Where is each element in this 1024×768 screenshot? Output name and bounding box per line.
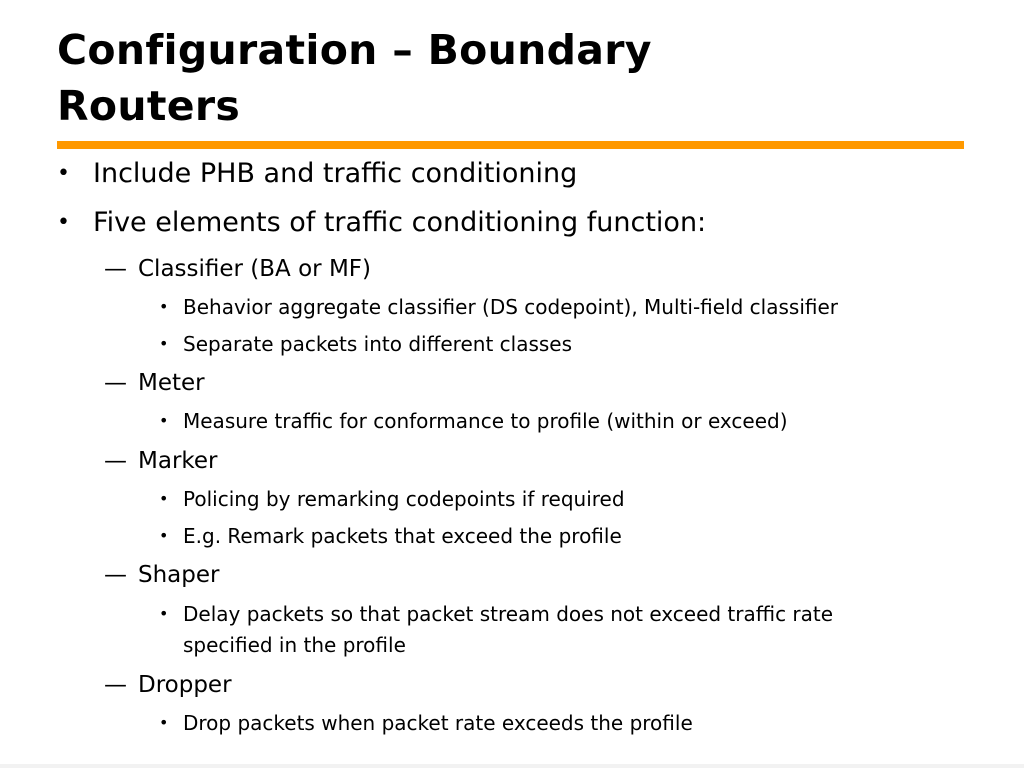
- bullet-marker-icon: •: [159, 297, 169, 316]
- dash-marker-icon: —: [104, 448, 127, 474]
- dash-marker-icon: —: [104, 562, 127, 588]
- bullet-text: Behavior aggregate classifier (DS codepoint), Multi-field classifier: [183, 295, 838, 319]
- bullet-text: specified in the profile: [183, 633, 406, 657]
- bullet-text: Classifier (BA or MF): [138, 256, 371, 282]
- bullet-text: Measure traffic for conformance to profile (within or exceed): [183, 409, 788, 433]
- bullet-text: Policing by remarking codepoints if required: [183, 487, 625, 511]
- bullet-text: Separate packets into different classes: [183, 332, 573, 356]
- dash-marker-icon: —: [104, 672, 127, 698]
- bullet-text: Drop packets when packet rate exceeds the profile: [183, 711, 693, 735]
- slide-title-line-1: Configuration – Boundary: [57, 26, 652, 74]
- bullet-marker-icon: •: [159, 526, 169, 545]
- bullet-text: E.g. Remark packets that exceed the profile: [183, 524, 622, 548]
- bullet-text: Meter: [138, 370, 205, 396]
- bullet-marker-icon: •: [159, 411, 169, 430]
- bullet-marker-icon: •: [159, 713, 169, 732]
- bullet-marker-icon: •: [57, 210, 70, 235]
- bullet-text: Dropper: [138, 672, 232, 698]
- bullet-text: Marker: [138, 448, 218, 474]
- bullet-text: Five elements of traffic conditioning function:: [93, 207, 707, 238]
- bullet-marker-icon: •: [159, 489, 169, 508]
- footer-divider: [0, 764, 1024, 768]
- bullet-marker-icon: •: [159, 604, 169, 623]
- bullet-text: Include PHB and traffic conditioning: [93, 158, 578, 189]
- bullet-marker-icon: •: [57, 161, 70, 186]
- dash-marker-icon: —: [104, 370, 127, 396]
- bullet-text: Shaper: [138, 562, 220, 588]
- slide-title-line-2: Routers: [57, 82, 241, 130]
- dash-marker-icon: —: [104, 256, 127, 282]
- bullet-marker-icon: •: [159, 334, 169, 353]
- bullet-text: Delay packets so that packet stream does not exceed traffic rate: [183, 602, 834, 626]
